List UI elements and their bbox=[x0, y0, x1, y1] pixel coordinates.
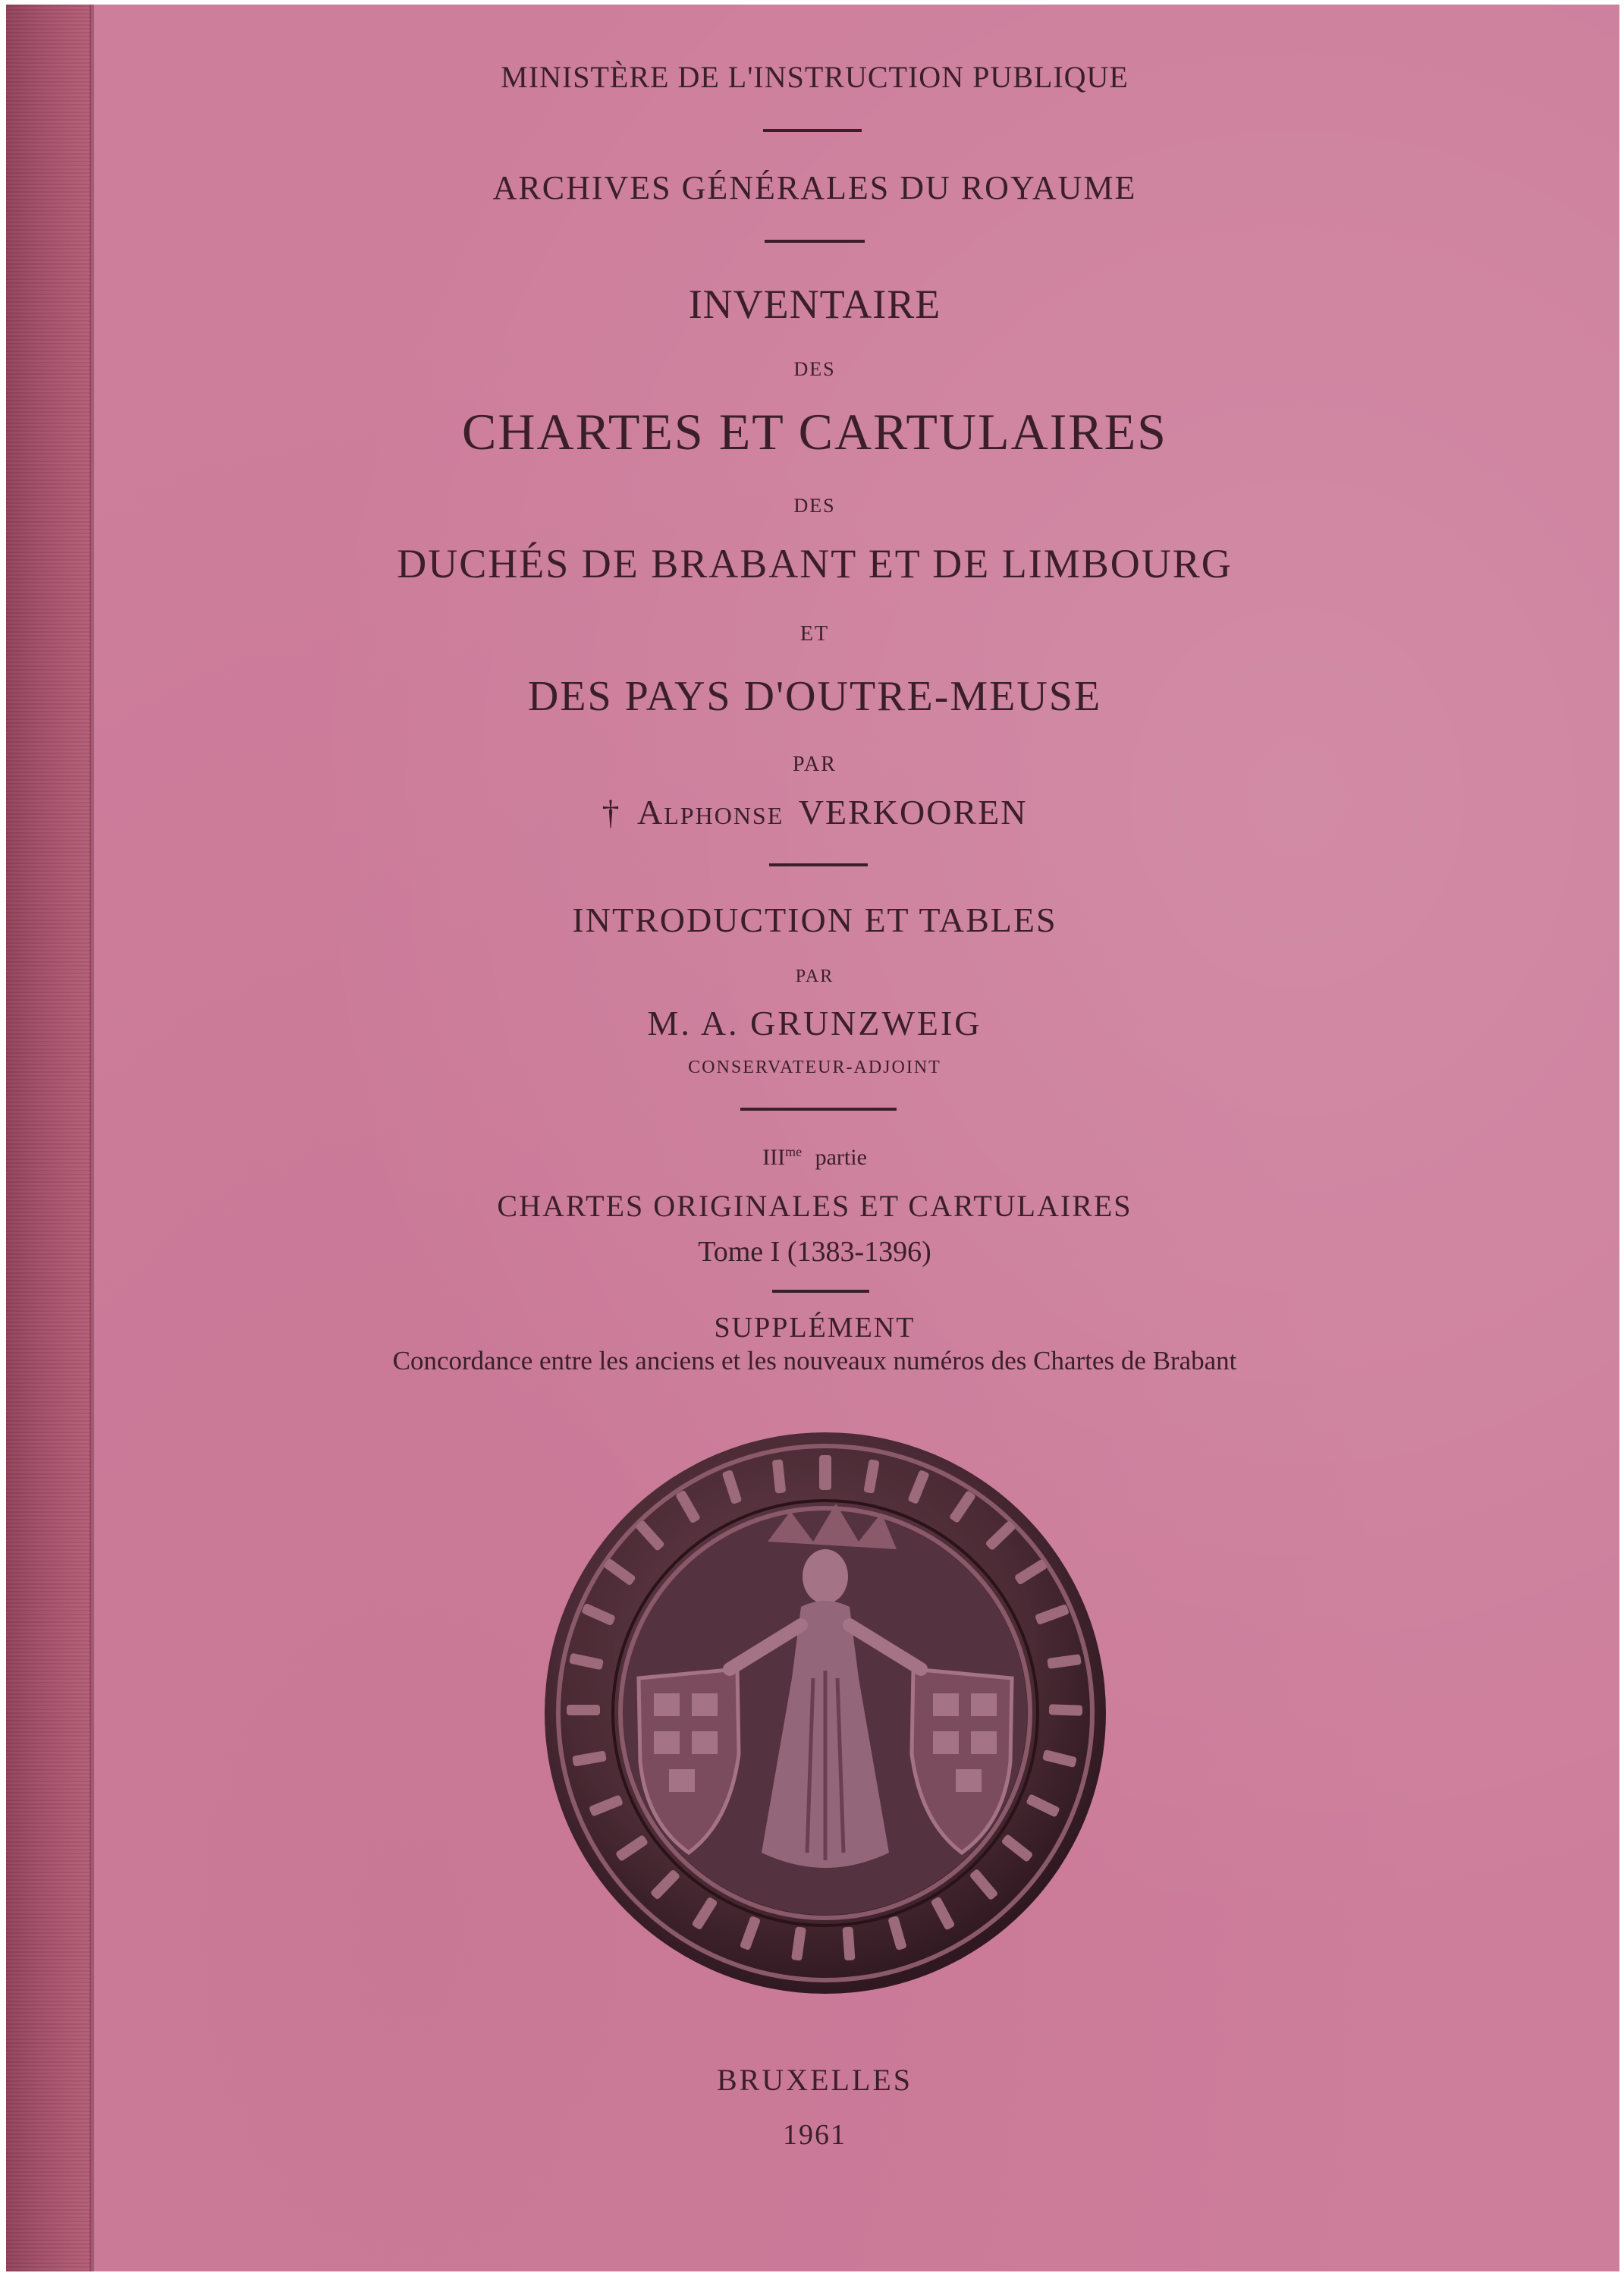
divider-rule bbox=[740, 1108, 897, 1111]
title-et-connector: ET bbox=[799, 622, 830, 646]
author-last-name: VERKOOREN bbox=[798, 793, 1028, 831]
author-first-name: Alphonse bbox=[637, 793, 784, 831]
tome-line: Tome I (1383-1396) bbox=[698, 1236, 931, 1268]
section-heading: CHARTES ORIGINALES ET CARTULAIRES bbox=[497, 1189, 1132, 1223]
part-word: partie bbox=[815, 1145, 867, 1170]
concordance-subtitle: Concordance entre les anciens et les nouveaux numéros des Chartes de Brabant bbox=[392, 1346, 1237, 1375]
archives-heading: ARCHIVES GÉNÉRALES DU ROYAUME bbox=[492, 169, 1137, 206]
publication-city: BRUXELLES bbox=[716, 2063, 913, 2097]
part-suffix: me bbox=[785, 1144, 803, 1159]
supplement-heading: SUPPLÉMENT bbox=[714, 1312, 916, 1344]
editor-name: M. A. GRUNZWEIG bbox=[647, 1004, 982, 1042]
par-label: PAR bbox=[793, 753, 837, 776]
title-duches: DUCHÉS DE BRABANT ET DE LIMBOURG bbox=[397, 541, 1233, 586]
part-numeral: III bbox=[762, 1145, 786, 1170]
title-des-connector: DES bbox=[793, 358, 836, 380]
author-line bbox=[94, 792, 1535, 832]
ministry-heading: MINISTÈRE DE L'INSTRUCTION PUBLIQUE bbox=[501, 60, 1129, 94]
editor-role: CONSERVATEUR-ADJOINT bbox=[688, 1058, 941, 1077]
divider-rule bbox=[772, 1290, 869, 1293]
title-inventaire: INVENTAIRE bbox=[688, 281, 941, 327]
cloth-spine bbox=[6, 5, 91, 2271]
title-pays-outre-meuse: DES PAYS D'OUTRE-MEUSE bbox=[527, 673, 1102, 720]
part-designation bbox=[94, 1144, 1535, 1171]
title-chartes-cartulaires: CHARTES ET CARTULAIRES bbox=[462, 403, 1167, 461]
divider-rule bbox=[769, 863, 868, 866]
par-label: PAR bbox=[795, 967, 834, 986]
introduction-heading: INTRODUCTION ET TABLES bbox=[572, 901, 1057, 939]
cross-icon: † bbox=[602, 793, 621, 831]
publication-year: 1961 bbox=[783, 2119, 847, 2151]
medieval-seal-icon bbox=[540, 1428, 1110, 1998]
spine-edge bbox=[90, 5, 94, 2271]
divider-rule bbox=[765, 240, 865, 243]
divider-rule bbox=[763, 129, 862, 132]
title-des-connector: DES bbox=[793, 495, 836, 517]
